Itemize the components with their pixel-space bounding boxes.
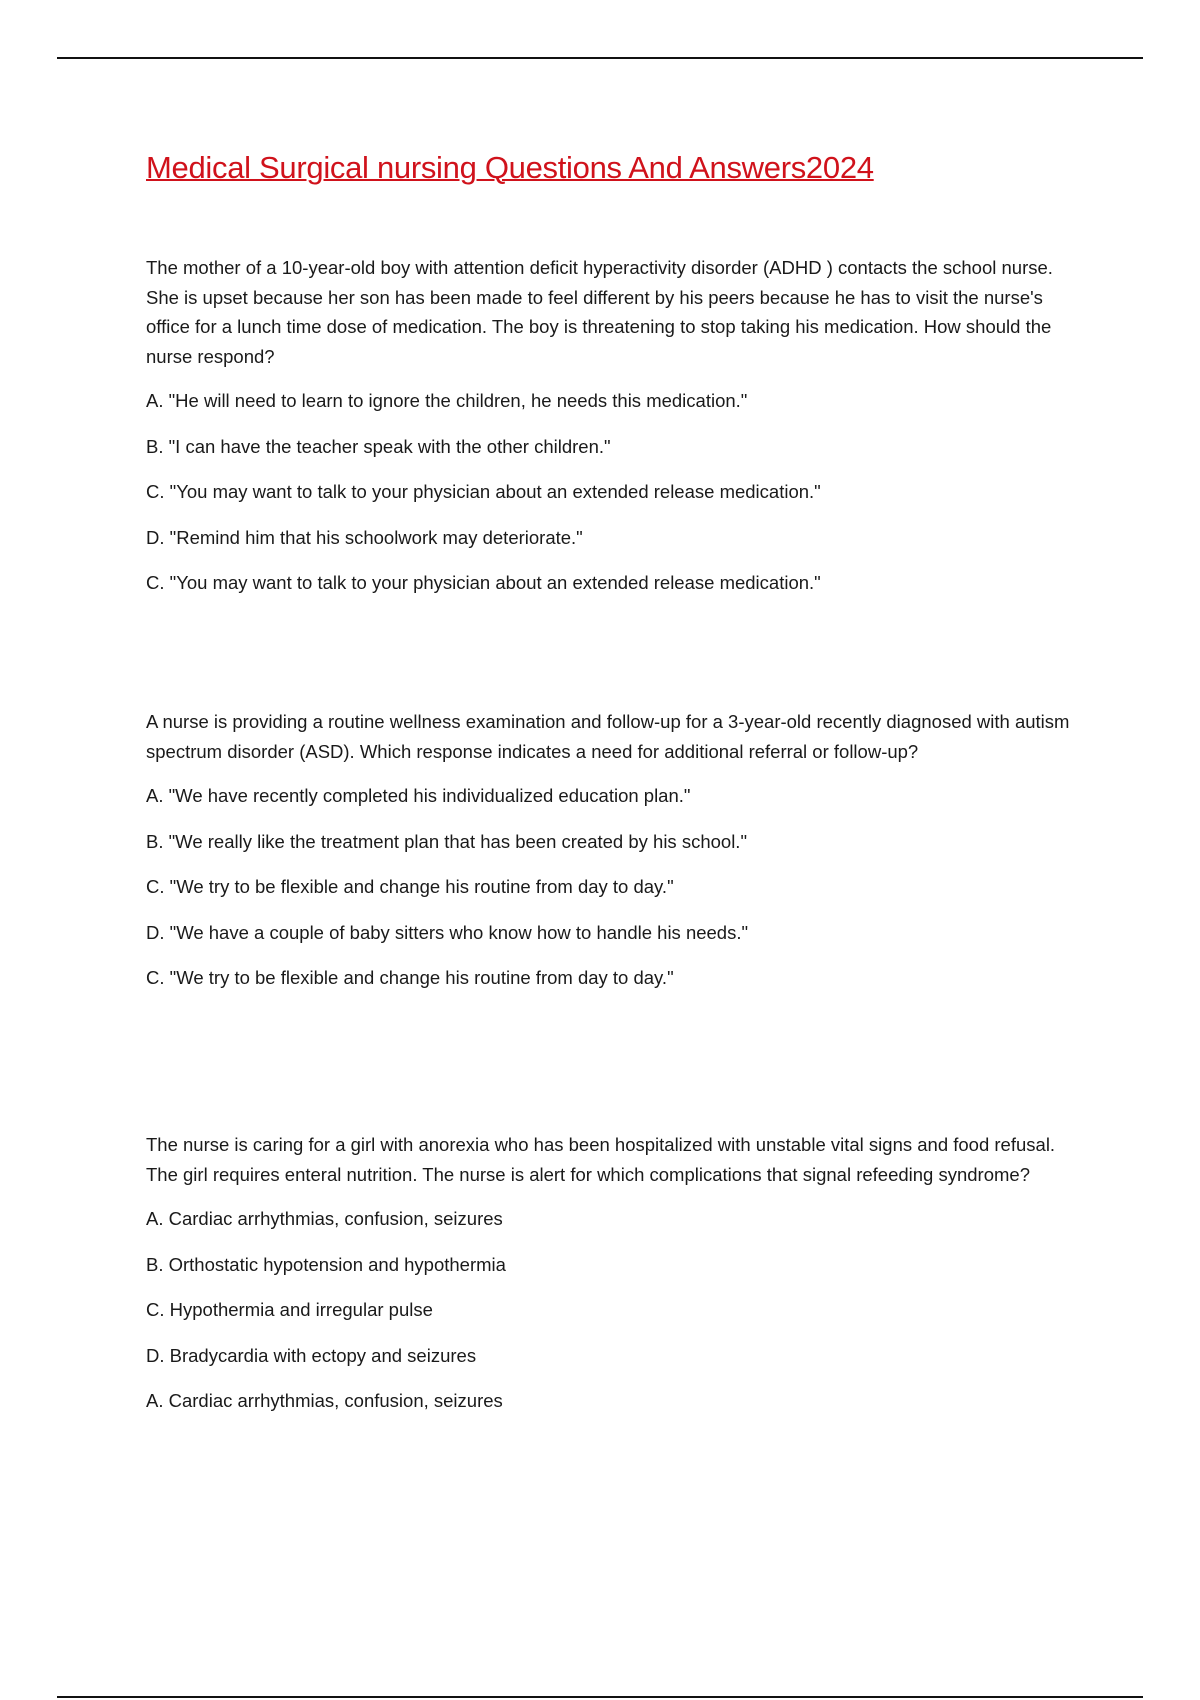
option-d: D. "We have a couple of baby sitters who know how to handle his needs." xyxy=(146,921,749,943)
option-b: B. "I can have the teacher speak with the other children." xyxy=(146,435,611,457)
option-b: B. "We really like the treatment plan that has been created by his school." xyxy=(146,830,748,852)
document-title: Medical Surgical nursing Questions And Answers2024 xyxy=(146,150,874,185)
option-b: B. Orthostatic hypotension and hypothermia xyxy=(146,1253,506,1275)
option-c: C. Hypothermia and irregular pulse xyxy=(146,1299,433,1320)
option-a: A. Cardiac arrhythmias, confusion, seizures xyxy=(146,1208,503,1229)
answer: C. "You may want to talk to your physician about an extended release medication." xyxy=(146,572,821,593)
question-stem: The mother of a 10-year-old boy with attention deficit hyperactivity disorder (ADHD ) contacts the school nurse. She is upset because her son has been made to feel different by his peers because he has to visit the nurse's office for a lunch time dose of medication. The boy is threatening to stop taking his medication. How should the nurse respond? xyxy=(146,257,1053,367)
option-d: D. "Remind him that his schoolwork may deteriorate." xyxy=(146,526,583,548)
option-c: C. "You may want to talk to your physician about an extended release medication." xyxy=(146,481,821,502)
question-stem: A nurse is providing a routine wellness examination and follow-up for a 3-year-old recently diagnosed with autism spectrum disorder (ASD). Which response indicates a need for additional referral or follow-up? xyxy=(146,711,1070,762)
question-block-2 xyxy=(146,707,1086,1009)
answer: C. "We try to be flexible and change his routine from day to day." xyxy=(146,967,674,988)
question-block-3 xyxy=(146,1130,1086,1432)
option-a: A. "We have recently completed his individualized education plan." xyxy=(146,785,691,806)
option-d: D. Bradycardia with ectopy and seizures xyxy=(146,1344,477,1366)
question-block-1 xyxy=(146,253,1086,614)
header-rule xyxy=(57,57,1143,59)
option-a: A. "He will need to learn to ignore the children, he needs this medication." xyxy=(146,390,748,411)
answer: A. Cardiac arrhythmias, confusion, seizures xyxy=(146,1390,503,1411)
question-stem: The nurse is caring for a girl with anorexia who has been hospitalized with unstable vital signs and food refusal. The girl requires enteral nutrition. The nurse is alert for which complications that signal refeeding syndrome? xyxy=(146,1134,1056,1185)
footer-rule xyxy=(57,1696,1143,1698)
option-c: C. "We try to be flexible and change his routine from day to day." xyxy=(146,876,674,897)
